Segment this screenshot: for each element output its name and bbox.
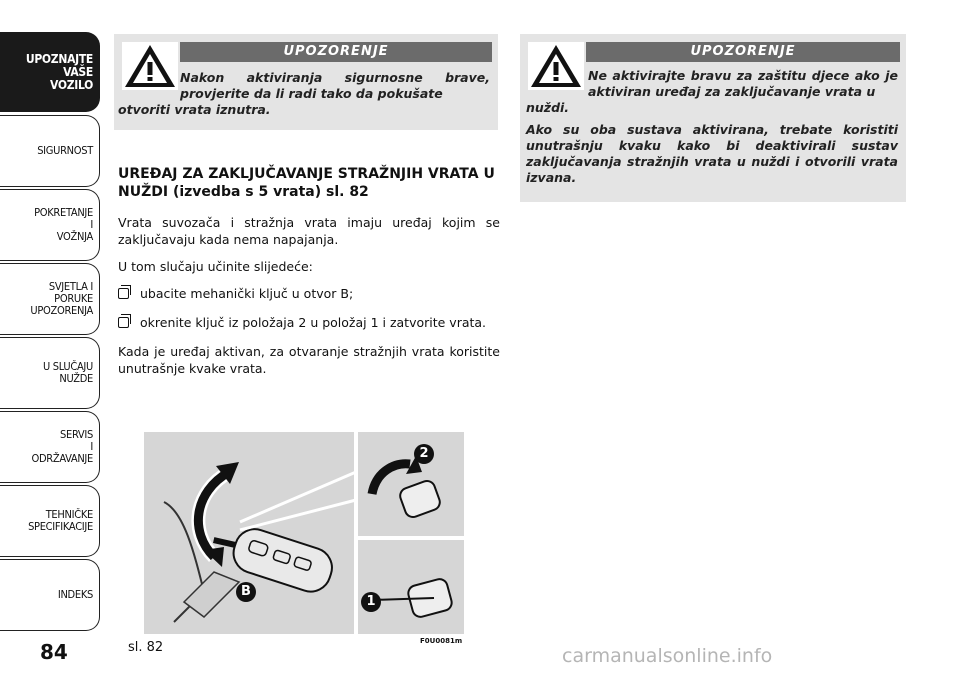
closing-paragraph: Kada je uređaj aktivan, za otvaranje stražnjih vrata koristite unutrašnje kvake vrata. [118,344,500,376]
label-1-marker [361,592,381,612]
warning-text [118,70,490,118]
label-2-text: 2 [419,446,429,461]
label-b-marker [236,582,256,602]
section-body [118,214,500,387]
list-item [118,285,500,302]
warning-box-left [114,34,498,130]
tab-label: UPOZNAJTE VAŠE VOZILO [25,51,93,92]
warning-text-lead: Nakon aktiviranja sigurnosne brave, provjerite da li radi tako da pokušate [180,70,490,101]
section-heading-main: UREĐAJ ZA ZAKLJUČAVANJE STRAŽNJIH VRATA U NUŽDI [118,166,495,200]
tab-label: POKRETANJE I VOŽNJA [34,206,93,243]
section-heading-sub: (izvedba s 5 vrata) sl. 82 [172,184,369,200]
step-text: okrenite ključ iz položaja 2 u položaj 1 i zatvorite vrata. [140,315,487,330]
figure-caption: sl. 82 [128,640,164,655]
tab-label: SIGURNOST [37,144,93,157]
tab-svjetla-i-poruke[interactable] [0,263,100,335]
warning-box-right [520,34,906,202]
tab-label: U SLUČAJU NUŽDE [42,360,93,385]
tab-pokretanje-i-voznja[interactable] [0,189,100,261]
warning-title: UPOZORENJE [586,42,900,62]
page-number: 84 [40,640,68,664]
step-text: ubacite mehanički ključ u otvor B; [140,286,354,301]
warning-text-rest: nuždi. [526,100,570,115]
figure-code: F0U0081m [420,637,463,645]
tab-label: SERVIS I ODRŽAVANJE [31,428,93,465]
list-item [118,314,500,331]
warning-text-lead: Ne aktivirajte bravu za zaštitu djece ako je aktiviran uređaj za zaključavanje vrata u [588,68,898,99]
checkbox-bullet-icon [118,317,129,328]
tab-label: INDEKS [57,588,93,601]
section-heading [118,165,498,201]
tab-upoznajte-vase-vozilo[interactable] [0,32,100,112]
warning-text-paragraph: Ako su oba sustava aktivirana, trebate koristiti unutrašnju kvaku kako bi deaktivirali sustav zaključavanja stražnjih vrata u nuždi i otvorili vrata izvana. [526,122,898,185]
warning-text-rest: otvoriti vrata iznutra. [118,102,271,117]
figure-illustration [144,432,464,634]
tab-label: SVJETLA I PORUKE UPOZORENJA [30,280,93,317]
tab-u-slucaju-nuzde[interactable] [0,337,100,409]
watermark: carmanualsonline.info [562,645,773,667]
warning-title: UPOZORENJE [180,42,492,62]
tab-sigurnost[interactable] [0,115,100,187]
intro-paragraph: Vrata suvozača i stražnja vrata imaju uređaj kojim se zaključavaju kada nema napajanja. [118,215,500,247]
tab-indeks[interactable] [0,559,100,631]
tab-tehnicke-specifikacije[interactable] [0,485,100,557]
steps-list [118,285,500,331]
checkbox-bullet-icon [118,288,129,299]
lead-paragraph: U tom slučaju učinite slijedeće: [118,259,313,274]
warning-text [526,68,898,192]
tab-label: TEHNIČKE SPECIFIKACIJE [28,508,93,533]
label-2-marker [414,444,434,464]
label-1-text: 1 [366,594,376,609]
label-b-text: B [241,584,251,599]
tab-servis-i-odrzavanje[interactable] [0,411,100,483]
